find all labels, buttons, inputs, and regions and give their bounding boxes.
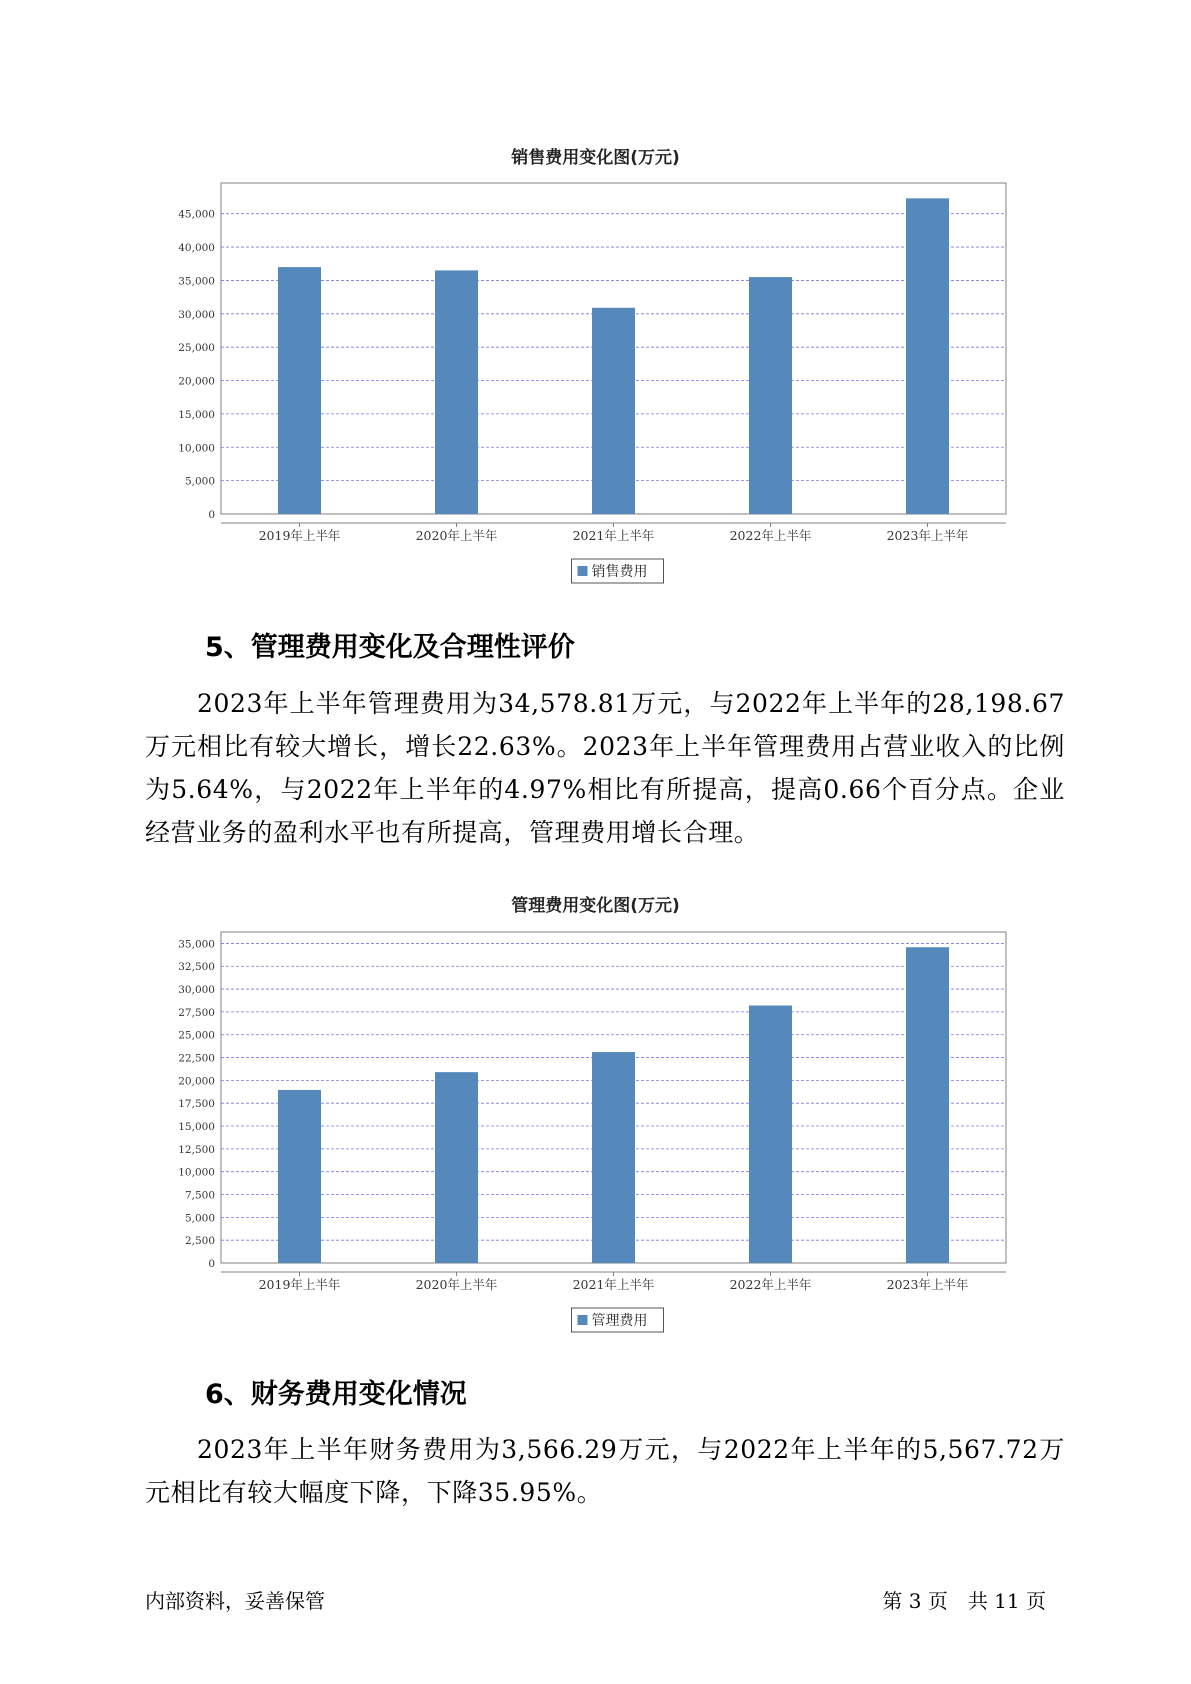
y-tick-label: 15,000	[178, 1121, 215, 1134]
y-tick-label: 32,500	[178, 961, 215, 974]
y-tick-label: 10,000	[178, 1166, 215, 1179]
y-tick-label: 20,000	[178, 375, 215, 388]
y-tick-label: 20,000	[178, 1075, 215, 1088]
bar	[749, 1006, 792, 1263]
x-tick-label: 2021年上半年	[572, 528, 655, 543]
y-tick-label: 35,000	[178, 275, 215, 288]
y-tick-label: 17,500	[178, 1098, 215, 1111]
x-tick-label: 2019年上半年	[258, 1277, 341, 1292]
footer-confidential: 内部资料，妥善保管	[145, 1589, 325, 1613]
y-tick-label: 2,500	[184, 1235, 215, 1248]
x-tick-label: 2020年上半年	[415, 1277, 498, 1292]
y-tick-label: 35,000	[178, 938, 215, 951]
x-tick-label: 2022年上半年	[729, 528, 812, 543]
x-tick-label: 2021年上半年	[572, 1277, 655, 1292]
y-tick-label: 12,500	[178, 1143, 215, 1156]
bar	[278, 1090, 321, 1263]
sales-chart-title: 销售费用变化图(万元)	[511, 148, 680, 168]
y-tick-label: 25,000	[178, 342, 215, 355]
y-tick-label: 40,000	[178, 242, 215, 255]
x-tick-label: 2020年上半年	[415, 528, 498, 543]
y-tick-label: 0	[208, 509, 215, 521]
footer-page-number: 第 3 页 共 11 页	[882, 1589, 1046, 1613]
x-tick-label: 2023年上半年	[886, 1277, 969, 1292]
bar	[906, 947, 949, 1263]
y-tick-label: 27,500	[178, 1006, 215, 1019]
admin-chart-title: 管理费用变化图(万元)	[511, 896, 680, 916]
y-tick-label: 25,000	[178, 1029, 215, 1042]
x-tick-label: 2022年上半年	[729, 1277, 812, 1292]
y-tick-label: 45,000	[178, 208, 215, 221]
y-tick-label: 15,000	[178, 408, 215, 421]
y-tick-label: 30,000	[178, 308, 215, 321]
y-tick-label: 30,000	[178, 984, 215, 997]
section6-heading: 6、财务费用变化情况	[205, 1379, 467, 1410]
y-tick-label: 5,000	[184, 1212, 215, 1225]
y-tick-label: 7,500	[184, 1189, 215, 1202]
y-tick-label: 0	[208, 1258, 215, 1270]
section5-heading: 5、管理费用变化及合理性评价	[205, 632, 575, 663]
x-tick-label: 2023年上半年	[886, 528, 969, 543]
bar	[435, 1072, 478, 1263]
legend-label: 管理费用	[591, 1313, 648, 1329]
section5-paragraph: 2023年上半年管理费用为34,578.81万元，与2022年上半年的28,198.67万元相比有较大增长，增长22.63%。2023年上半年管理费用占营业收入的比例为5.64%，与2022年上半年的4.97%相比有所提高，提高0.66个百分点。企业经营业务的盈利水平也有所提高，管理费用增长合理。	[145, 689, 1065, 847]
y-tick-label: 10,000	[178, 442, 215, 455]
legend-label: 销售费用	[591, 564, 648, 580]
section6-paragraph: 2023年上半年财务费用为3,566.29万元，与2022年上半年的5,567.72万元相比有较大幅度下降，下降35.95%。	[145, 1435, 1065, 1507]
legend-swatch	[578, 1315, 588, 1325]
y-tick-label: 22,500	[178, 1052, 215, 1065]
y-tick-label: 5,000	[184, 475, 215, 488]
x-tick-label: 2019年上半年	[258, 528, 341, 543]
bar	[592, 1052, 635, 1263]
